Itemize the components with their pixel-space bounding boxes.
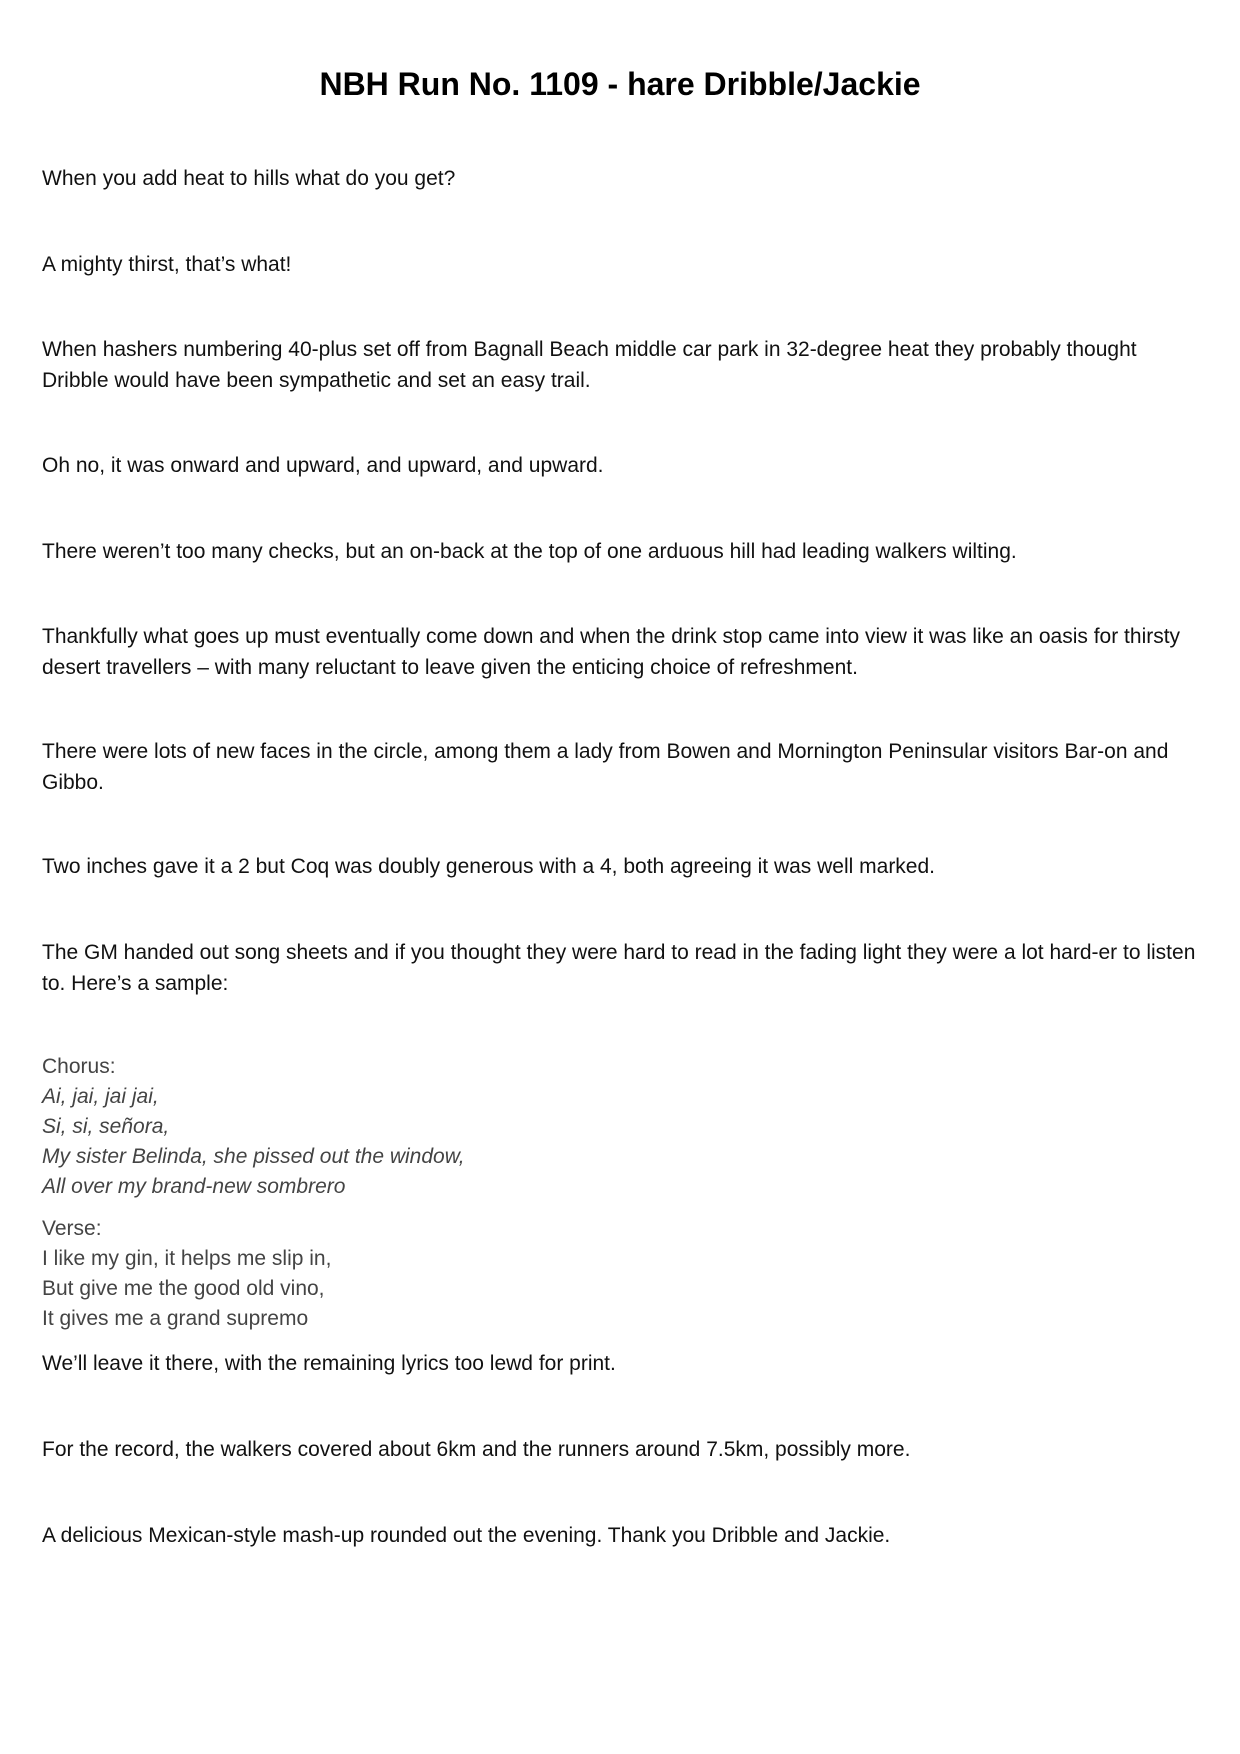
paragraph-distances: For the record, the walkers covered about 6km and the runners around 7.5km, possibly more. (42, 1438, 911, 1461)
paragraph-checks: There weren’t too many checks, but an on-back at the top of one arduous hill had leading walkers wilting. (42, 540, 1017, 563)
chorus-line: Ai, jai, jai jai, (42, 1085, 159, 1108)
chorus-line: All over my brand-new sombrero (42, 1175, 346, 1198)
paragraph-closing-thanks: A delicious Mexican-style mash-up rounded out the evening. Thank you Dribble and Jackie. (42, 1524, 891, 1547)
paragraph-drink-stop: Thankfully what goes up must eventually come down and when the drink stop came into view it was like an oasis for thirsty desert travellers – with many reluctant to leave given the enticing choice of refreshment. (42, 625, 1181, 679)
verse-line: I like my gin, it helps me slip in, (42, 1247, 332, 1270)
chorus-line: Si, si, señora, (42, 1115, 170, 1138)
song-chorus (42, 1052, 1142, 1202)
paragraph-new-faces: There were lots of new faces in the circle, among them a lady from Bowen and Mornington Peninsular visitors Bar-on and Gibbo. (42, 740, 1169, 794)
paragraph-song-sheets: The GM handed out song sheets and if you thought they were hard to read in the fading light they were a lot hard-er to listen to. Here’s a sample: (42, 941, 1196, 995)
chorus-line: My sister Belinda, she pissed out the window, (42, 1145, 465, 1168)
chorus-heading: Chorus: (42, 1055, 116, 1078)
paragraph-intro-answer: A mighty thirst, that’s what! (42, 253, 292, 276)
paragraph-hashers-setoff: When hashers numbering 40-plus set off from Bagnall Beach middle car park in 32-degree heat they probably thought Dribble would have been sympathetic and set an easy trail. (42, 338, 1137, 392)
paragraph-onward: Oh no, it was onward and upward, and upward, and upward. (42, 454, 604, 477)
paragraph-ratings: Two inches gave it a 2 but Coq was doubly generous with a 4, both agreeing it was well marked. (42, 855, 936, 878)
verse-line: It gives me a grand supremo (42, 1307, 309, 1330)
paragraph-lyrics-lewd: We’ll leave it there, with the remaining lyrics too lewd for print. (42, 1352, 616, 1375)
paragraph-intro-question: When you add heat to hills what do you get? (42, 167, 456, 190)
verse-line: But give me the good old vino, (42, 1277, 325, 1300)
verse-heading: Verse: (42, 1217, 102, 1240)
song-verse (42, 1214, 1142, 1334)
page-title: NBH Run No. 1109 - hare Dribble/Jackie (319, 66, 921, 102)
